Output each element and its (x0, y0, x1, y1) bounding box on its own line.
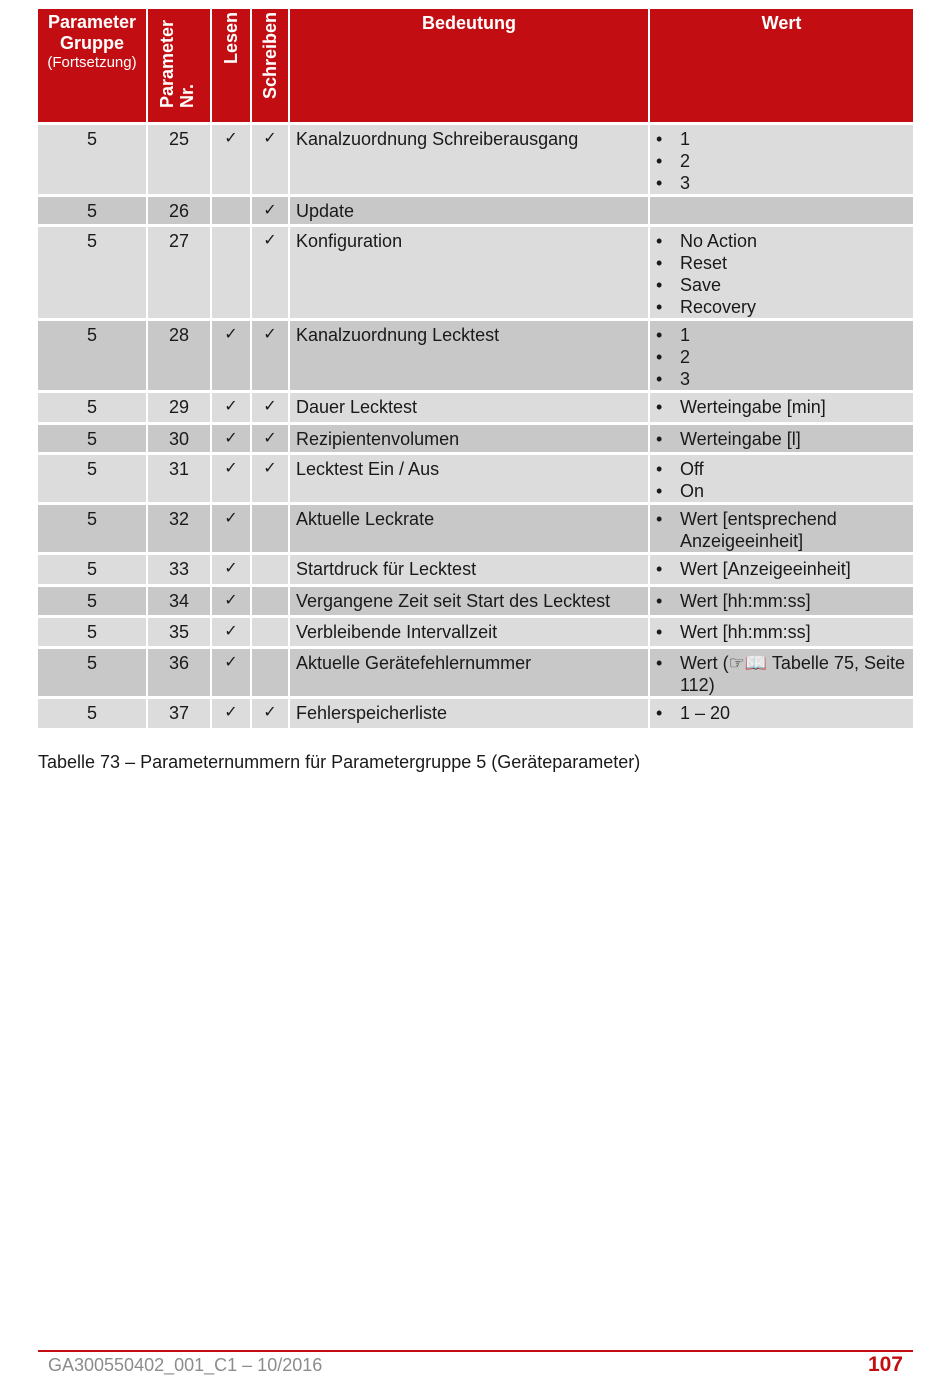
cell-group: 5 (38, 125, 148, 197)
header-write-label: Schreiben (260, 12, 280, 100)
header-read (212, 9, 252, 125)
value-list (656, 702, 907, 724)
value-list (656, 558, 907, 580)
value-list (656, 324, 907, 390)
cell-value (650, 587, 913, 618)
write-check-icon: ✓ (252, 125, 290, 197)
write-check-icon: ✓ (252, 393, 290, 425)
table-row (38, 125, 913, 197)
table-row (38, 455, 913, 505)
cell-value (650, 618, 913, 649)
cell-nr: 35 (148, 618, 212, 649)
cell-meaning: Konfiguration (290, 227, 650, 321)
value-list-item: • Recovery (656, 296, 907, 318)
cell-group: 5 (38, 321, 148, 393)
cell-nr: 27 (148, 227, 212, 321)
cell-nr: 30 (148, 425, 212, 455)
cell-group: 5 (38, 699, 148, 731)
cell-nr: 28 (148, 321, 212, 393)
cell-group: 5 (38, 393, 148, 425)
cell-meaning: Startdruck für Lecktest (290, 555, 650, 587)
table-header (38, 9, 913, 125)
value-list-item: • Werteingabe [min] (656, 396, 907, 418)
cell-meaning: Vergangene Zeit seit Start des Lecktest (290, 587, 650, 618)
cell-value (650, 227, 913, 321)
header-write (252, 9, 290, 125)
header-group-sub: (Fortsetzung) (47, 54, 137, 71)
header-nr (148, 9, 212, 125)
read-check-icon: ✓ (212, 425, 252, 455)
value-list-item: • Save (656, 274, 907, 296)
value-list-item: • Wert (☞📖 Tabelle 75, Seite 112) (656, 652, 907, 696)
cell-nr: 31 (148, 455, 212, 505)
parameter-table (38, 9, 913, 731)
cell-meaning: Dauer Lecktest (290, 393, 650, 425)
value-list-item: • Wert [entsprechend Anzeigeeinheit] (656, 508, 907, 552)
cell-group: 5 (38, 618, 148, 649)
cell-write (252, 649, 290, 699)
value-list-item: • No Action (656, 230, 907, 252)
value-list (656, 458, 907, 502)
cell-nr: 33 (148, 555, 212, 587)
value-list-item: • 3 (656, 172, 907, 194)
cell-meaning: Aktuelle Leckrate (290, 505, 650, 555)
table-row (38, 227, 913, 321)
cell-read (212, 197, 252, 227)
read-check-icon: ✓ (212, 555, 252, 587)
cell-meaning: Kanalzuordnung Schreiberausgang (290, 125, 650, 197)
cell-meaning: Aktuelle Gerätefehlernummer (290, 649, 650, 699)
read-check-icon: ✓ (212, 125, 252, 197)
write-check-icon: ✓ (252, 699, 290, 731)
cell-nr: 37 (148, 699, 212, 731)
footer-document-id: GA300550402_001_C1 – 10/2016 (48, 1355, 323, 1375)
value-list-item: • 1 (656, 128, 907, 150)
value-list-item: • Wert [Anzeigeeinheit] (656, 558, 907, 580)
footer-divider (38, 1350, 913, 1352)
table-row (38, 587, 913, 618)
cell-value (650, 699, 913, 731)
value-list-item: • 1 (656, 324, 907, 346)
value-list-item: • On (656, 480, 907, 502)
write-check-icon: ✓ (252, 321, 290, 393)
cell-group: 5 (38, 649, 148, 699)
value-list (656, 652, 907, 696)
value-list (656, 128, 907, 194)
cell-write (252, 587, 290, 618)
cell-group: 5 (38, 505, 148, 555)
header-group (38, 9, 148, 125)
cell-meaning: Rezipientenvolumen (290, 425, 650, 455)
value-list (656, 428, 907, 450)
cell-write (252, 505, 290, 555)
write-check-icon: ✓ (252, 455, 290, 505)
value-list-item: • 2 (656, 346, 907, 368)
value-list (656, 590, 907, 612)
header-nr-label: Parameter Nr. (157, 19, 197, 108)
cell-nr: 34 (148, 587, 212, 618)
table-caption: Tabelle 73 – Parameternummern für Parametergruppe 5 (Geräteparameter) (38, 752, 641, 772)
cell-group: 5 (38, 197, 148, 227)
cell-group: 5 (38, 587, 148, 618)
table-row (38, 425, 913, 455)
cell-write (252, 618, 290, 649)
cell-meaning: Verbleibende Intervallzeit (290, 618, 650, 649)
table-row (38, 197, 913, 227)
write-check-icon: ✓ (252, 425, 290, 455)
cell-value (650, 455, 913, 505)
read-check-icon: ✓ (212, 321, 252, 393)
header-value: Wert (650, 9, 913, 125)
value-list-item: • 2 (656, 150, 907, 172)
read-check-icon: ✓ (212, 618, 252, 649)
value-list (656, 621, 907, 643)
value-list-item: • Reset (656, 252, 907, 274)
cell-group: 5 (38, 227, 148, 321)
cell-read (212, 227, 252, 321)
cell-value (650, 393, 913, 425)
value-list-item: • 3 (656, 368, 907, 390)
write-check-icon: ✓ (252, 197, 290, 227)
table-row (38, 649, 913, 699)
value-list-item: • Wert [hh:mm:ss] (656, 621, 907, 643)
table-row (38, 618, 913, 649)
value-list (656, 230, 907, 318)
read-check-icon: ✓ (212, 649, 252, 699)
cell-value (650, 649, 913, 699)
read-check-icon: ✓ (212, 587, 252, 618)
cell-value (650, 125, 913, 197)
write-check-icon: ✓ (252, 227, 290, 321)
table-body (38, 125, 913, 731)
cell-value (650, 197, 913, 227)
read-check-icon: ✓ (212, 393, 252, 425)
header-read-label: Lesen (221, 12, 241, 65)
cell-value (650, 555, 913, 587)
value-list-item: • Werteingabe [l] (656, 428, 907, 450)
cell-meaning: Update (290, 197, 650, 227)
value-list-item: • Off (656, 458, 907, 480)
cell-meaning: Kanalzuordnung Lecktest (290, 321, 650, 393)
table-row (38, 505, 913, 555)
table-row (38, 699, 913, 731)
cell-group: 5 (38, 425, 148, 455)
cell-nr: 29 (148, 393, 212, 425)
cell-value (650, 425, 913, 455)
value-list (656, 508, 907, 552)
cell-nr: 36 (148, 649, 212, 699)
read-check-icon: ✓ (212, 455, 252, 505)
cell-group: 5 (38, 455, 148, 505)
cell-value (650, 505, 913, 555)
table-row (38, 321, 913, 393)
value-list-item: • 1 – 20 (656, 702, 907, 724)
value-list-item: • Wert [hh:mm:ss] (656, 590, 907, 612)
cell-nr: 26 (148, 197, 212, 227)
read-check-icon: ✓ (212, 505, 252, 555)
cell-value (650, 321, 913, 393)
cell-nr: 25 (148, 125, 212, 197)
page-number: 107 (867, 1353, 903, 1376)
read-check-icon: ✓ (212, 699, 252, 731)
cell-nr: 32 (148, 505, 212, 555)
cell-group: 5 (38, 555, 148, 587)
table-row (38, 393, 913, 425)
table-row (38, 555, 913, 587)
value-list (656, 396, 907, 418)
cell-meaning: Lecktest Ein / Aus (290, 455, 650, 505)
cell-write (252, 555, 290, 587)
header-meaning: Bedeutung (290, 9, 650, 125)
cell-meaning: Fehlerspeicherliste (290, 699, 650, 731)
header-group-label: Parameter Gruppe (47, 12, 137, 53)
